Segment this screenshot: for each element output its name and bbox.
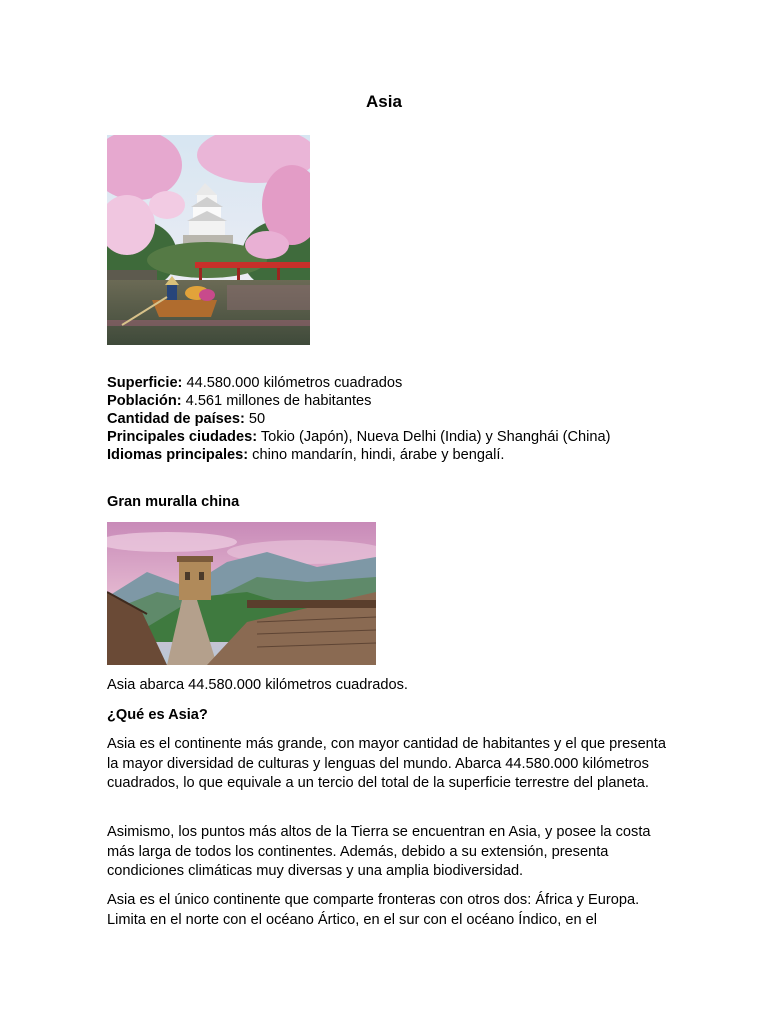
fact-value: 4.561 millones de habitantes xyxy=(181,393,372,409)
fact-value: Tokio (Japón), Nueva Delhi (India) y Shanghái (China) xyxy=(257,429,611,445)
fact-paises xyxy=(107,410,667,428)
what-is-asia-heading: ¿Qué es Asia? xyxy=(107,707,208,723)
paragraph-3: Asia es el único continente que comparte fronteras con otros dos: África y Europa. Limita en el norte con el océano Ártico, en el sur con el océano Índico, en el xyxy=(107,892,640,928)
fact-value: chino mandarín, hindi, árabe y bengalí. xyxy=(248,447,505,463)
fact-value: 50 xyxy=(244,411,266,427)
facts-list xyxy=(107,374,667,464)
paragraph-1: Asia es el continente más grande, con mayor cantidad de habitantes y el que presenta la mayor diversidad de culturas y lenguas del mundo. Abarca 44.580.000 kilómetros cuadrados, lo que equivale a un tercio del total de la superficie terrestre del planeta. xyxy=(107,736,666,791)
cherry-blossom-castle-photo xyxy=(107,135,310,345)
great-wall-photo xyxy=(107,522,376,665)
fact-value: 44.580.000 kilómetros cuadrados xyxy=(182,375,403,391)
great-wall-heading: Gran muralla china xyxy=(107,494,240,510)
page-title: Asia xyxy=(366,92,402,111)
fact-label: Principales ciudades: xyxy=(107,429,258,445)
paragraph-2: Asimismo, los puntos más altos de la Tierra se encuentran en Asia, y posee la costa más larga de todos los continentes. Además, debido a su extensión, presenta condiciones climáticas muy diversas y una amplia biodiversidad. xyxy=(107,824,651,879)
wall-caption: Asia abarca 44.580.000 kilómetros cuadrados. xyxy=(107,677,408,693)
fact-superficie xyxy=(107,374,667,392)
fact-poblacion xyxy=(107,392,667,410)
fact-label: Idiomas principales: xyxy=(107,447,249,463)
fact-idiomas xyxy=(107,446,667,464)
fact-ciudades xyxy=(107,428,667,446)
fact-label: Población: xyxy=(107,393,182,409)
fact-label: Superficie: xyxy=(107,375,183,391)
fact-label: Cantidad de países: xyxy=(107,411,245,427)
